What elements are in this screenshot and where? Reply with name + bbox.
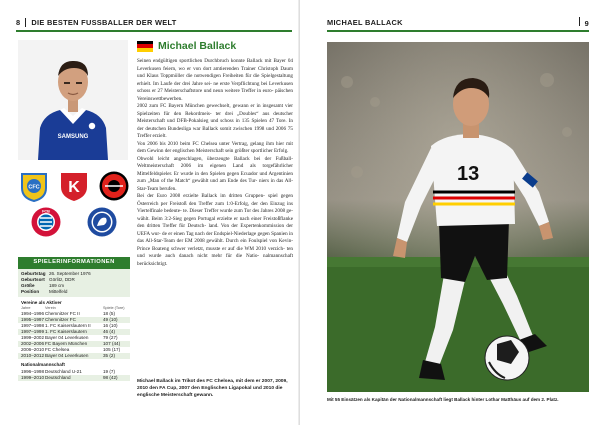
club-crests	[18, 170, 130, 242]
header-separator	[25, 18, 26, 27]
player-portrait	[18, 40, 128, 160]
fact-value: 189 cm	[49, 282, 65, 288]
action-photo-caption: Mit 55 Einsätzen als Kapitän der Nationalmannschaft liegt Ballack hinter Lothar Matthäus auf dem 2. Platz.	[327, 397, 559, 402]
table-cell-games: 16 (10)	[103, 323, 118, 329]
table-cell-club: Chemnitzer FC	[45, 317, 76, 323]
table-cell-club: Deutschland	[45, 374, 71, 380]
fact-value: Mittelfeld	[49, 288, 68, 294]
shirt-number: 13	[457, 163, 480, 185]
table-cell-club: 1. FC Kaiserslautern	[45, 329, 87, 335]
body-paragraph: 2002 zum FC Bayern München gewechselt, gewann er in insgesamt vier Spielzeiten für den Rekordmeis- ter drei „Doubles“ aus deutscher Meisterschaft und DFB-Pokalsieg und schoss in 135 Spielen 47 Tore. In der deutschen Bundesliga war Ballack somit zwischen 1998 und 2006 75 Treffer erzielt.	[137, 103, 293, 140]
table-cell-years: 2010–2012	[21, 353, 44, 359]
article-title-block	[137, 40, 236, 52]
table-cell-games: 18 (5)	[103, 310, 116, 316]
national-team-table	[18, 369, 130, 381]
leverkusen-crest-icon	[98, 170, 130, 202]
chelsea-crest-icon	[86, 206, 118, 238]
body-paragraph: Bei der Euro 2008 erzielte Ballack im dritten Gruppen- spiel gegen Österreich per Freistoß den Treffer zum 1:0-Erfolg, der den Einzug ins Viertelfinale bedeute- te. Dieser Treffer wurde zum Tor des Jahres 2008 ge- wählt. Beim 3:2-Sieg gegen Portugal erzielte er nach einer Freistoßflanke den dritten Treffer für Deutsch- land. Von der Expertenkommission der UEFA wur- de er einen Tag nach der Endspiel-Niederlage gegen Spanien in das All-Star-Team der EM 2008 gewählt. Durch ein Foulspiel von Kevin-Prince Boateng schwer verletzt, musste er auf die WM 2010 verzich- ten und wurde auch danach nicht mehr für die Natio- nalmannschaft berücksichtigt.	[137, 193, 293, 267]
table-cell-years: 1997–1999	[21, 329, 44, 335]
table-row	[18, 353, 130, 359]
col-header-years: Jahre	[21, 305, 31, 310]
clubs-table	[18, 311, 130, 360]
right-running-header	[327, 16, 589, 28]
fact-value: Görlitz, DDR	[49, 276, 75, 282]
kaiserslautern-crest-icon	[58, 170, 90, 202]
table-cell-games: 46 (4)	[103, 329, 116, 335]
table-cell-years: 1995–1997	[21, 317, 44, 323]
table-cell-games: 19 (7)	[103, 368, 116, 374]
info-facts	[18, 269, 130, 297]
table-cell-games: 49 (10)	[103, 317, 118, 323]
page-number-right: 9	[584, 18, 589, 28]
table-cell-years: 1999–2010	[21, 374, 44, 380]
header-rule-right	[327, 30, 589, 32]
fact-label: Geburtsort	[21, 276, 45, 282]
fact-label: Position	[21, 288, 40, 294]
crest-cfc-text: CFC	[28, 184, 40, 191]
left-header-title: DIE BESTEN FUSSBALLER DER WELT	[31, 17, 177, 27]
table-cell-games: 98 (42)	[103, 374, 118, 380]
bayern-crest-icon	[30, 206, 62, 238]
germany-flag-icon	[137, 41, 153, 52]
table-cell-club: Bayer 04 Leverkusen	[45, 335, 89, 341]
col-header-games: Spiele (Tore)	[103, 305, 125, 310]
table-cell-games: 79 (27)	[103, 335, 118, 341]
crest-fcb-text: FCB	[42, 209, 50, 214]
header-separator	[579, 17, 580, 26]
table-cell-years: 1994–1996	[21, 310, 44, 316]
left-running-header	[16, 16, 292, 28]
table-cell-years: 2006–2010	[21, 347, 44, 353]
table-cell-club: Deutschland U-21	[45, 368, 82, 374]
article-title: Michael Ballack	[158, 40, 237, 52]
portrait-caption: Michael Ballack im Trikot des FC Chelsea, mit dem er 2007, 2009, 2010 den FA Cup, 2007 den Englischen Ligapokal und 2010 die englische Meisterschaft gewann.	[137, 379, 288, 398]
table-cell-games: 107 (44)	[103, 341, 121, 347]
table-cell-club: FC Bayern München	[45, 341, 88, 347]
shirt-sponsor-text: SAMSUNG	[57, 134, 89, 140]
body-paragraph: Obwohl leicht angeschlagen, überzeugte Ballack bei der Fußball-Weltmeisterschaft 2006 im eigenen Land als torgefährlicher Mittelfeldspieler. Er wurde in den Spielen gegen Ecuador und Argentinien zum „Man of the Match“ gewählt und am Ende des Tur- niers in das All-Star-Team berufen.	[137, 155, 293, 192]
national-team-title: Nationalmannschaft	[21, 362, 65, 368]
col-header-club: Verein	[45, 305, 56, 310]
body-paragraph: Von 2006 bis 2010 beim FC Chelsea unter Vertrag, gelang ihm hier mit dem Gewinn der englischen Meisterschaft sein größter sportlicher Erfolg.	[137, 140, 293, 155]
table-cell-years: 1997–1998	[21, 323, 44, 329]
fact-label: Geburtstag	[21, 270, 46, 276]
table-cell-games: 35 (2)	[103, 353, 116, 359]
fact-label: Größe	[21, 282, 35, 288]
right-header-title: MICHAEL BALLACK	[327, 17, 403, 27]
player-info-box	[18, 257, 130, 381]
right-page	[300, 0, 600, 425]
chemnitzer-fc-crest-icon	[18, 170, 50, 202]
crest-fck-text: K	[68, 179, 80, 196]
info-box-title: SPIELERINFORMATIONEN	[18, 257, 130, 269]
fact-row	[21, 289, 127, 295]
page-number-left: 8	[16, 17, 21, 27]
clubs-section-title: Vereine als Aktiver	[21, 299, 62, 305]
table-cell-years: 1999–2002	[21, 335, 44, 341]
table-cell-years: 2002–2006	[21, 341, 44, 347]
body-paragraph: Seinen endgültigen sportlichen Durchbruch konnte Ballack mit Bayer 04 Leverkusen feiern, wo er von dort amtierenden Trainer Christoph Daum und Klaus Toppmöller die notwendigen Freiheiten für die Spielgestaltung erhielt. Im Laufe der drei Jahre sei- ne erste Verpflichtung bei Leverkusen schoss er 27 Meisterschaftstore und neun weitere Treffer in euro- päischen Vereinswettbewerben.	[137, 58, 293, 102]
action-photo-illustration	[327, 42, 589, 392]
portrait-illustration	[18, 40, 128, 160]
fact-value: 26. September 1976	[49, 270, 91, 276]
action-photo	[327, 42, 589, 392]
table-cell-games: 105 (17)	[103, 347, 121, 353]
table-cell-years: 1996–1998	[21, 368, 44, 374]
table-cell-club: Bayer 04 Leverkusen	[45, 353, 89, 359]
article-body	[137, 58, 293, 268]
table-cell-club: 1. FC Kaiserslautern II	[45, 323, 91, 329]
table-cell-club: Chemnitzer FC II	[45, 310, 80, 316]
table-cell-club: FC Chelsea	[45, 347, 70, 353]
header-rule-left	[16, 30, 292, 32]
table-row	[18, 375, 130, 381]
